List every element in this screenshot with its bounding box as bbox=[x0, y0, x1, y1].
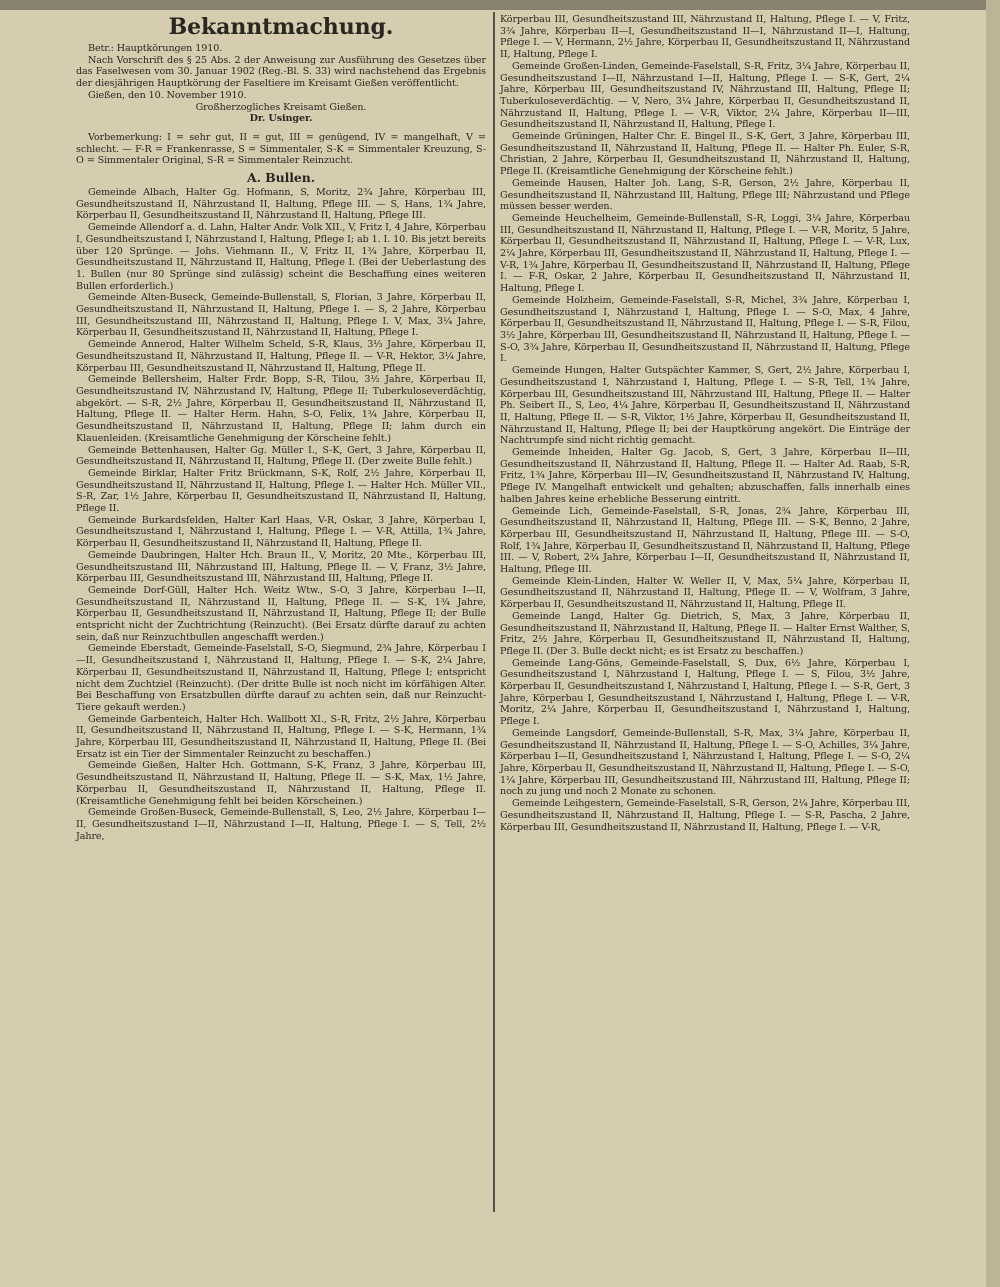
entry-paragraph: Gemeinde Lang-Göns, Gemeinde-Faselstall, S, Dux, 6½ Jahre, Körperbau I, Gesundheitszustand I, Nährzustand I, Haltung, Pflege I. — S, Filou, 3½ Jahre, Körperbau II, Gesundheitszustand I, Nährzustand I, Haltung, Pflege I. — S-R, Gert, 3 Jahre, Körperbau I, Gesundheitszustand I, Nährzustand I, Haltung, Pflege I. — V-R, Moritz, 2¼ Jahre, Körperbau II, Gesundheitszustand I, Nährzustand I, Haltung, Pflege I. bbox=[500, 657, 910, 728]
entry-paragraph: Gemeinde Birklar, Halter Fritz Brückmann, S-K, Rolf, 2½ Jahre, Körperbau II, Gesundheitszustand II, Nährzustand II, Haltung, Pflege I. — Halter Hch. Müller VII., S-R, Zar, 1½ Jahre, Körperbau II, Gesundheitszustand II, Nährzustand II, Haltung, Pflege II. bbox=[76, 467, 486, 515]
entry-paragraph: Gemeinde Langd, Halter Gg. Dietrich, S, Max, 3 Jahre, Körperbau II, Gesundheitszustand II, Nährzustand II, Haltung, Pflege II. — Halter Ernst Walther, S, Fritz, 2½ Jahre, Körperbau II, Gesundheitszustand II, Nährzustand II, Haltung, Pflege II. (Der 3. Bulle deckt nicht; es ist Ersatz zu beschaffen.) bbox=[500, 610, 910, 657]
entry-paragraph: Gemeinde Annerod, Halter Wilhelm Scheld, S-R, Klaus, 3⅓ Jahre, Körperbau II, Gesundheitszustand II, Nährzustand II, Haltung, Pflege II. — V-R, Hektor, 3¼ Jahre, Körperbau III, Gesundheitszustand II, Nährzustand II, Haltung, Pflege II. bbox=[76, 339, 486, 374]
entry-paragraph: Gemeinde Gießen, Halter Hch. Gottmann, S-K, Franz, 3 Jahre, Körperbau III, Gesundheitszustand II, Nährzustand II, Haltung, Pflege II. — S-K, Max, 1½ Jahre, Körperbau II, Gesundheitszustand II, Nährzustand II, Haltung, Pflege II. (Kreisamtliche Genehmigung fehlt bei beiden Körscheinen.) bbox=[76, 760, 486, 807]
entry-paragraph: Gemeinde Grüningen, Halter Chr. E. Bingel II., S-K, Gert, 3 Jahre, Körperbau III, Gesundheitszustand II, Nährzustand II, Haltung, Pflege II. — Halter Ph. Euler, S-R, Christian, 2 Jahre, Körperbau II, Gesundheitszustand II, Nährzustand II, Haltung, Pflege II. (Kreisamtliche Genehmigung der Körscheine fehlt.) bbox=[500, 131, 910, 178]
left-entries bbox=[76, 187, 486, 842]
entry-paragraph: Gemeinde Bettenhausen, Halter Gg. Müller I., S-K, Gert, 3 Jahre, Körperbau II, Gesundheitszustand II, Nährzustand II, Haltung, Pflege II. (Der zweite Bulle fehlt.) bbox=[76, 444, 486, 468]
entry-paragraph: Gemeinde Langsdorf, Gemeinde-Bullenstall, S-R, Max, 3¼ Jahre, Körperbau II, Gesundheitszustand II, Nährzustand II, Haltung, Pflege I. — S-O, Achilles, 3¼ Jahre, Körperbau I—II, Gesundheitszustand I, Nährzustand I, Haltung, Pflege I. — S-O, 2¼ Jahre, Körperbau II, Gesundheitszustand II, Nährzustand II, Haltung, Pflege I. — S-O, 1¼ Jahre, Körperbau III, Gesundheitszustand III, Nährzustand III, Haltung, Pflege II; noch zu jung und noch 2 Monate zu schonen. bbox=[500, 727, 910, 798]
entry-paragraph: Gemeinde Hungen, Halter Gutspächter Kammer, S, Gert, 2½ Jahre, Körperbau I, Gesundheitszustand I, Nährzustand I, Haltung, Pflege I. — S-R, Tell, 1¾ Jahre, Körperbau III, Gesundheitszustand III, Nährzustand III, Haltung, Pflege II. — Halter Ph. Seibert II., S, Leo, 4¼ Jahre, Körperbau II, Gesundheitszustand II, Nährzustand II, Haltung, Pflege II. — S-R, Viktor, 1½ Jahre, Körperbau II, Gesundheitszustand II, Nährzustand II, Haltung, Pflege II; bei der Hauptkörung angekört. Die Einträge der Nachtrumpfe sind nicht richtig gemacht. bbox=[500, 365, 910, 447]
page-top-edge bbox=[0, 0, 1000, 10]
entry-paragraph: Gemeinde Allendorf a. d. Lahn, Halter Andr. Volk XII., V, Fritz I, 4 Jahre, Körperbau I, Gesundheitszustand I, Nährzustand I, Haltung, Pflege I; ab 1. I. 10. Bis jetzt bereits über 120 Sprünge. — Johs. Viehmann II., V, Fritz II, 1¾ Jahre, Körperbau II, Gesundheitszustand II, Nährzustand II, Haltung, Pflege I. (Bei der Ueberlastung des 1. Bullen (nur 80 Sprünge sind zulässig) scheint die Beschaffung eines weiteren Bullen erforderlich.) bbox=[76, 222, 486, 292]
section-heading: A. Bullen. bbox=[247, 170, 315, 186]
entry-paragraph: Gemeinde Eberstadt, Gemeinde-Faselstall, S-O, Siegmund, 2¾ Jahre, Körperbau I—II, Gesundheitszustand I, Nährzustand II, Haltung, Pflege I. — S-K, 2¼ Jahre, Körperbau II, Gesundheitszustand II, Nährzustand II, Haltung, Pflege I; entspricht nicht dem Zuchtziel (Reinzucht). (Der dritte Bulle ist noch nicht im körfähigen Alter. Bei Beschaffung von Ersatzbullen dürfte darauf zu achten sein, daß nur Reinzucht-Tiere gekauft werden.) bbox=[76, 643, 486, 713]
intro-text: Nach Vorschrift des § 25 Abs. 2 der Anweisung zur Ausführung des Gesetzes über das Faselwesen vom 30. Januar 1902 (Reg.-Bl. S. 33) wird nachstehend das Ergebnis der diesjährigen Hauptkörung der Faseltiere im Kreisamt Gießen veröffentlicht. bbox=[76, 54, 486, 90]
signature-line: Dr. Usinger. bbox=[249, 113, 313, 125]
entry-paragraph: Gemeinde Alten-Buseck, Gemeinde-Bullenstall, S, Florian, 3 Jahre, Körperbau II, Gesundheitszustand II, Nährzustand II, Haltung, Pflege I. — S, 2 Jahre, Körperbau III, Gesundheitszustand III, Nährzustand II, Haltung, Pflege I. V, Max, 3¼ Jahre, Körperbau II, Gesundheitszustand II, Nährzustand II, Haltung, Pflege I. bbox=[76, 292, 486, 339]
right-column bbox=[500, 14, 910, 833]
entry-paragraph: Gemeinde Heuchelheim, Gemeinde-Bullenstall, S-R, Loggi, 3¼ Jahre, Körperbau III, Gesundheitszustand II, Nährzustand II, Haltung, Pflege I. — V-R, Moritz, 5 Jahre, Körperbau II, Gesundheitszustand II, Nährzustand II, Haltung, Pflege I. — V-R, Lux, 2¼ Jahre, Körperbau III, Gesundheitszustand II, Nährzustand II, Haltung, Pflege I. — V-R, 1¾ Jahre, Körperbau II, Gesundheitszustand II, Nährzustand II, Haltung, Pflege I. — F-R, Oskar, 2 Jahre, Körperbau II, Gesundheitszustand II, Nährzustand II, Haltung, Pflege I. bbox=[500, 212, 910, 295]
page-title: Bekanntmachung. bbox=[168, 14, 394, 40]
entry-paragraph: Gemeinde Großen-Linden, Gemeinde-Faselstall, S-R, Fritz, 3¼ Jahre, Körperbau II, Gesundheitszustand I—II, Nährzustand I—II, Haltung, Pflege I. — S-K, Gert, 2¼ Jahre, Körperbau III, Gesundheitszustand IV, Nährzustand III, Haltung, Pflege II; Tuberkuloseverdächtig. — V, Nero, 3¼ Jahre, Körperbau II, Gesundheitszustand II, Nährzustand II, Haltung, Pflege I. — V-R, Viktor, 2¼ Jahre, Körperbau II—III, Gesundheitszustand II, Nährzustand II, Haltung, Pflege I. bbox=[500, 60, 910, 131]
entry-paragraph: Gemeinde Dorf-Güll, Halter Hch. Weitz Wtw., S-O, 3 Jahre, Körperbau I—II, Gesundheitszustand II, Nährzustand II, Haltung, Pflege II. — S-K, 1¾ Jahre, Körperbau II, Gesundheitszustand II, Nährzustand II, Haltung, Pflege II; der Bulle entspricht nicht der Zuchtrichtung (Reinzucht). (Bei Ersatz dürfte darauf zu achten sein, daß nur Reinzuchtbullen angeschafft werden.) bbox=[76, 584, 486, 643]
left-column bbox=[76, 14, 486, 842]
entry-paragraph: Gemeinde Inheiden, Halter Gg. Jacob, S, Gert, 3 Jahre, Körperbau II—III, Gesundheitszustand II, Nährzustand II, Haltung, Pflege II. — Halter Ad. Raab, S-R, Fritz, 1¾ Jahre, Körperbau III—IV, Gesundheitszustand II, Nährzustand IV, Haltung, Pflege IV. Mangelhaft entwickelt und gehalten; abzuschaffen, falls innerhalb eines halben Jahres keine erhebliche Besserung eintritt. bbox=[500, 447, 910, 505]
entry-paragraph: Gemeinde Großen-Buseck, Gemeinde-Bullenstall, S, Leo, 2½ Jahre, Körperbau I—II, Gesundheitszustand I—II, Nährzustand I—II, Haltung, Pflege I. — S, Tell, 2½ Jahre, bbox=[76, 807, 486, 842]
authority-line: Großherzogliches Kreisamt Gießen. bbox=[195, 101, 367, 113]
page-right-edge bbox=[986, 0, 1000, 1287]
column-divider bbox=[493, 12, 495, 1212]
preface-note: Vorbemerkung: I = sehr gut, II = gut, III = genügend, IV = mangelhaft, V = schlecht. — F-R = Frankenrasse, S = Simmentaler, S-K = Simmentaler Kreuzung, S-O = Simmentaler Original, S-R = Simmentaler Reinzucht. bbox=[76, 131, 486, 167]
entry-paragraph: Gemeinde Klein-Linden, Halter W. Weller II, V, Max, 5¼ Jahre, Körperbau II, Gesundheitszustand II, Nährzustand II, Haltung, Pflege II. — V, Wolfram, 3 Jahre, Körperbau II, Gesundheitszustand II, Nährzustand II, Haltung, Pflege II. bbox=[500, 575, 910, 611]
entry-paragraph: Körperbau III, Gesundheitszustand III, Nährzustand II, Haltung, Pflege I. — V, Fritz, 3¾ Jahre, Körperbau II—I, Gesundheitszustand II—I, Nährzustand II—I, Haltung, Pflege I. — V, Hermann, 2½ Jahre, Körperbau II, Gesundheitszustand II, Nährzustand II, Haltung, Pflege I. bbox=[500, 14, 910, 61]
entry-paragraph: Gemeinde Burkardsfelden, Halter Karl Haas, V-R, Oskar, 3 Jahre, Körperbau I, Gesundheitszustand I, Nährzustand I, Haltung, Pflege I. — V-R, Attilla, 1¾ Jahre, Körperbau II, Gesundheitszustand II, Nährzustand II, Haltung, Pflege II. bbox=[76, 514, 486, 550]
spacer bbox=[76, 125, 486, 132]
entry-paragraph: Gemeinde Garbenteich, Halter Hch. Wallbott XI., S-R, Fritz, 2½ Jahre, Körperbau II, Gesundheitszustand II, Nährzustand II, Haltung, Pflege I. — S-K, Hermann, 1¾ Jahre, Körperbau III, Gesundheitszustand II, Nährzustand II, Haltung, Pflege II. (Bei Ersatz ist ein Tier der Simmentaler Reinzucht zu beschaffen.) bbox=[76, 713, 486, 760]
entry-paragraph: Gemeinde Daubringen, Halter Hch. Braun II., V, Moritz, 20 Mte., Körperbau III, Gesundheitszustand III, Nährzustand III, Haltung, Pflege II. — V, Franz, 3½ Jahre, Körperbau III, Gesundheitszustand III, Nährzustand III, Haltung, Pflege II. bbox=[76, 549, 486, 585]
subject-line: Betr.: Hauptkörungen 1910. bbox=[88, 43, 223, 54]
entry-paragraph: Gemeinde Bellersheim, Halter Frdr. Bopp, S-R, Tilou, 3½ Jahre, Körperbau II, Gesundheitszustand IV, Nährzustand IV, Haltung, Pflege II; Tuberkuloseverdächtig, abgekört. — S-R, 2½ Jahre, Körperbau II, Gesundheitszustand II, Nährzustand II, Haltung, Pflege II. — Halter Herm. Hahn, S-O, Felix, 1¾ Jahre, Körperbau II, Gesundheitszustand II, Nährzustand II, Haltung, Pflege II; lahm durch ein Klauenleiden. (Kreisamtliche Genehmigung der Körscheine fehlt.) bbox=[76, 374, 486, 444]
entry-paragraph: Gemeinde Hausen, Halter Joh. Lang, S-R, Gerson, 2½ Jahre, Körperbau II, Gesundheitszustand II, Nährzustand III, Haltung, Pflege III; Nährzustand und Pflege müssen besser werden. bbox=[500, 177, 910, 213]
entry-paragraph: Gemeinde Albach, Halter Gg. Hofmann, S, Moritz, 2¾ Jahre, Körperbau III, Gesundheitszustand II, Nährzustand II, Haltung, Pflege III. — S, Hans, 1¾ Jahre, Körperbau II, Gesundheitszustand II, Nährzustand II, Haltung, Pflege III. bbox=[76, 187, 486, 222]
entry-paragraph: Gemeinde Leihgestern, Gemeinde-Faselstall, S-R, Gerson, 2¼ Jahre, Körperbau III, Gesundheitszustand II, Nährzustand II, Haltung, Pflege I. — S-R, Pascha, 2 Jahre, Körperbau III, Gesundheitszustand II, Nährzustand II, Haltung, Pflege I. — V-R, bbox=[500, 798, 910, 833]
entry-paragraph: Gemeinde Lich, Gemeinde-Faselstall, S-R, Jonas, 2¾ Jahre, Körperbau III, Gesundheitszustand II, Nährzustand II, Haltung, Pflege III. — S-K, Benno, 2 Jahre, Körperbau III, Gesundheitszustand II, Nährzustand II, Haltung, Pflege III. — S-O, Rolf, 1¾ Jahre, Körperbau II, Gesundheitszustand II, Nährzustand II, Haltung, Pflege III. — V, Robert, 2¾ Jahre, Körperbau I—II, Gesundheitszustand II, Nährzustand II, Haltung, Pflege III. bbox=[500, 505, 910, 576]
date-line: Gießen, den 10. November 1910. bbox=[88, 89, 247, 101]
entry-paragraph: Gemeinde Holzheim, Gemeinde-Faselstall, S-R, Michel, 3¾ Jahre, Körperbau I, Gesundheitszustand I, Nährzustand I, Haltung, Pflege I. — S-O, Max, 4 Jahre, Körperbau II, Gesundheitszustand II, Nährzustand II, Haltung, Pflege I. — S-R, Filou, 3½ Jahre, Körperbau III, Gesundheitszustand II, Nährzustand II, Haltung, Pflege I. — S-O, 3¾ Jahre, Körperbau II, Gesundheitszustand II, Nährzustand II, Haltung, Pflege I. bbox=[500, 294, 910, 365]
